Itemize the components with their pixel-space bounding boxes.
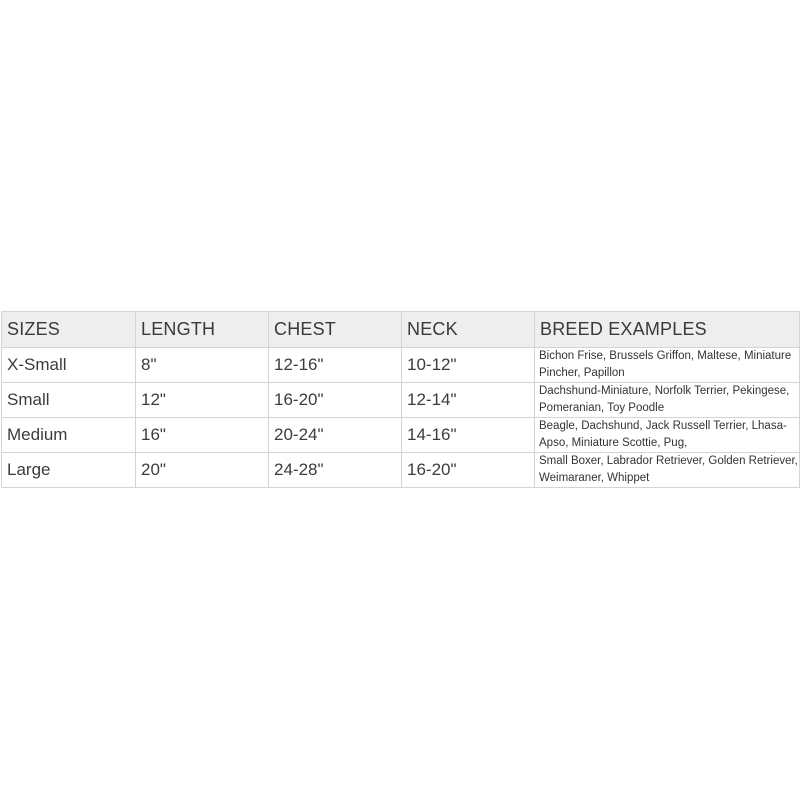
length-cell: 20" [136, 453, 269, 488]
chest-cell: 12-16" [269, 348, 402, 383]
breed-cell: Small Boxer, Labrador Retriever, Golden Retriever, Weimaraner, Whippet [535, 453, 800, 488]
breed-cell: Bichon Frise, Brussels Griffon, Maltese, Miniature Pincher, Papillon [535, 348, 800, 383]
header-length: LENGTH [136, 312, 269, 348]
length-cell: 8" [136, 348, 269, 383]
breed-cell: Dachshund-Miniature, Norfolk Terrier, Pekingese, Pomeranian, Toy Poodle [535, 383, 800, 418]
chest-cell: 20-24" [269, 418, 402, 453]
neck-cell: 10-12" [402, 348, 535, 383]
chest-cell: 24-28" [269, 453, 402, 488]
chest-cell: 16-20" [269, 383, 402, 418]
header-chest: CHEST [269, 312, 402, 348]
neck-cell: 16-20" [402, 453, 535, 488]
table-row [2, 453, 800, 488]
header-neck: NECK [402, 312, 535, 348]
breed-cell: Beagle, Dachshund, Jack Russell Terrier, Lhasa-Apso, Miniature Scottie, Pug, [535, 418, 800, 453]
size-cell: X-Small [2, 348, 136, 383]
table-row [2, 418, 800, 453]
size-cell: Medium [2, 418, 136, 453]
neck-cell: 14-16" [402, 418, 535, 453]
length-cell: 12" [136, 383, 269, 418]
header-row [2, 312, 800, 348]
size-cell: Small [2, 383, 136, 418]
table-row [2, 383, 800, 418]
length-cell: 16" [136, 418, 269, 453]
header-breed-examples: BREED EXAMPLES [535, 312, 800, 348]
neck-cell: 12-14" [402, 383, 535, 418]
size-cell: Large [2, 453, 136, 488]
table-row [2, 348, 800, 383]
size-chart-table [1, 311, 800, 488]
header-sizes: SIZES [2, 312, 136, 348]
